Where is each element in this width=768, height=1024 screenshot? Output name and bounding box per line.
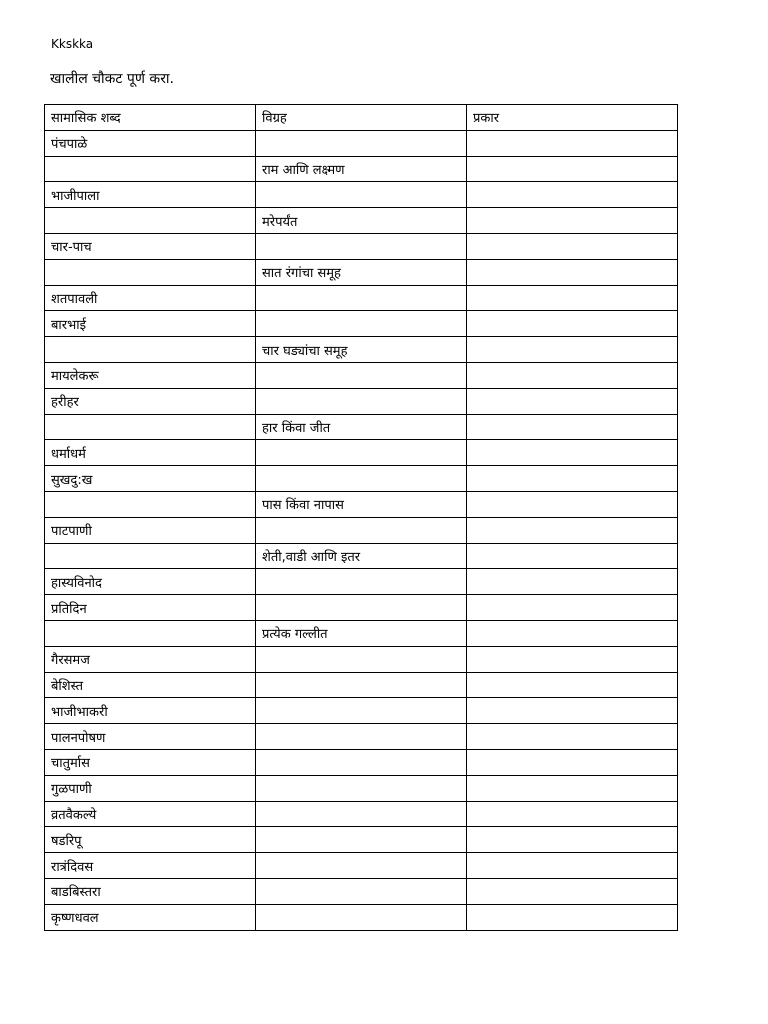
table-row [45, 414, 678, 440]
cell-samasik-shabda: कृष्णधवल [45, 904, 256, 930]
table-row [45, 466, 678, 492]
table-row [45, 724, 678, 750]
cell-samasik-shabda [45, 208, 256, 234]
cell-prakar [467, 233, 678, 259]
cell-samasik-shabda: प्रतिदिन [45, 595, 256, 621]
cell-prakar [467, 569, 678, 595]
cell-samasik-shabda: पाटपाणी [45, 517, 256, 543]
cell-vigraha [256, 285, 467, 311]
table-row [45, 182, 678, 208]
table-row [45, 543, 678, 569]
cell-vigraha: चार घड्यांचा समूह [256, 337, 467, 363]
table-row [45, 440, 678, 466]
cell-vigraha [256, 698, 467, 724]
table-row [45, 749, 678, 775]
cell-samasik-shabda: हास्यविनोद [45, 569, 256, 595]
cell-prakar [467, 543, 678, 569]
cell-prakar [467, 466, 678, 492]
cell-vigraha [256, 388, 467, 414]
cell-samasik-shabda: व्रतवैकल्ये [45, 801, 256, 827]
cell-prakar [467, 698, 678, 724]
cell-samasik-shabda: गुळपाणी [45, 775, 256, 801]
cell-samasik-shabda: शतपावली [45, 285, 256, 311]
table-row [45, 208, 678, 234]
cell-prakar [467, 646, 678, 672]
cell-vigraha [256, 182, 467, 208]
table-row [45, 362, 678, 388]
table-row [45, 517, 678, 543]
cell-samasik-shabda: भाजीपाला [45, 182, 256, 208]
cell-vigraha [256, 466, 467, 492]
cell-prakar [467, 491, 678, 517]
table-row [45, 233, 678, 259]
cell-samasik-shabda [45, 337, 256, 363]
cell-samasik-shabda: रात्रंदिवस [45, 853, 256, 879]
cell-prakar [467, 337, 678, 363]
table-row [45, 595, 678, 621]
cell-prakar [467, 182, 678, 208]
cell-vigraha: मरेपर्यंत [256, 208, 467, 234]
table-row [45, 130, 678, 156]
cell-samasik-shabda: मायलेकरू [45, 362, 256, 388]
table-row [45, 646, 678, 672]
cell-prakar [467, 130, 678, 156]
table-row [45, 904, 678, 930]
cell-vigraha [256, 878, 467, 904]
cell-prakar [467, 311, 678, 337]
cell-vigraha [256, 440, 467, 466]
table-row [45, 285, 678, 311]
cell-vigraha [256, 517, 467, 543]
cell-vigraha [256, 672, 467, 698]
cell-vigraha [256, 362, 467, 388]
cell-vigraha: प्रत्येक गल्लीत [256, 620, 467, 646]
cell-vigraha [256, 801, 467, 827]
table-header-row [45, 105, 678, 131]
cell-prakar [467, 414, 678, 440]
cell-vigraha [256, 775, 467, 801]
cell-vigraha [256, 311, 467, 337]
cell-vigraha [256, 749, 467, 775]
cell-prakar [467, 904, 678, 930]
cell-samasik-shabda [45, 543, 256, 569]
samas-worksheet-table [44, 104, 678, 931]
cell-samasik-shabda: बारभाई [45, 311, 256, 337]
cell-samasik-shabda [45, 156, 256, 182]
cell-samasik-shabda: बाडबिस्तरा [45, 878, 256, 904]
table-row [45, 672, 678, 698]
cell-prakar [467, 620, 678, 646]
cell-vigraha: राम आणि लक्ष्मण [256, 156, 467, 182]
cell-vigraha [256, 595, 467, 621]
document-header: Kkskka [51, 37, 94, 51]
cell-vigraha [256, 130, 467, 156]
cell-prakar [467, 362, 678, 388]
cell-prakar [467, 775, 678, 801]
cell-samasik-shabda: भाजीभाकरी [45, 698, 256, 724]
cell-prakar [467, 749, 678, 775]
cell-prakar [467, 827, 678, 853]
cell-samasik-shabda [45, 259, 256, 285]
table-body [45, 130, 678, 930]
cell-vigraha: सात रंगांचा समूह [256, 259, 467, 285]
cell-vigraha: शेती,वाडी आणि इतर [256, 543, 467, 569]
cell-samasik-shabda: गैरसमज [45, 646, 256, 672]
cell-vigraha: पास किंवा नापास [256, 491, 467, 517]
cell-samasik-shabda: धर्माधर्म [45, 440, 256, 466]
cell-vigraha [256, 724, 467, 750]
cell-vigraha: हार किंवा जीत [256, 414, 467, 440]
cell-prakar [467, 285, 678, 311]
table-row [45, 775, 678, 801]
table-row [45, 878, 678, 904]
cell-samasik-shabda [45, 620, 256, 646]
instruction-text: खालील चौकट पूर्ण करा. [50, 71, 174, 87]
table-row [45, 801, 678, 827]
cell-vigraha [256, 646, 467, 672]
table-row [45, 698, 678, 724]
table-row [45, 827, 678, 853]
cell-samasik-shabda: हरीहर [45, 388, 256, 414]
cell-samasik-shabda [45, 414, 256, 440]
cell-vigraha [256, 904, 467, 930]
table-row [45, 491, 678, 517]
cell-samasik-shabda [45, 491, 256, 517]
table-row [45, 259, 678, 285]
cell-vigraha [256, 233, 467, 259]
cell-samasik-shabda: पंचपाळे [45, 130, 256, 156]
cell-prakar [467, 388, 678, 414]
cell-vigraha [256, 569, 467, 595]
cell-vigraha [256, 853, 467, 879]
cell-prakar [467, 878, 678, 904]
cell-prakar [467, 672, 678, 698]
table-row [45, 311, 678, 337]
cell-prakar [467, 156, 678, 182]
cell-samasik-shabda: पालनपोषण [45, 724, 256, 750]
cell-vigraha [256, 827, 467, 853]
header-prakar: प्रकार [467, 105, 678, 131]
cell-prakar [467, 595, 678, 621]
header-samasik-shabda: सामासिक शब्द [45, 105, 256, 131]
table-row [45, 620, 678, 646]
cell-prakar [467, 724, 678, 750]
table-row [45, 156, 678, 182]
cell-samasik-shabda: षडरिपू [45, 827, 256, 853]
header-vigraha: विग्रह [256, 105, 467, 131]
cell-samasik-shabda: चार-पाच [45, 233, 256, 259]
cell-samasik-shabda: चातुर्मास [45, 749, 256, 775]
cell-prakar [467, 853, 678, 879]
cell-prakar [467, 259, 678, 285]
table-row [45, 853, 678, 879]
table-row [45, 388, 678, 414]
table-row [45, 337, 678, 363]
cell-prakar [467, 208, 678, 234]
table-row [45, 569, 678, 595]
cell-prakar [467, 440, 678, 466]
cell-prakar [467, 801, 678, 827]
cell-prakar [467, 517, 678, 543]
cell-samasik-shabda: सुखदु:ख [45, 466, 256, 492]
cell-samasik-shabda: बेशिस्त [45, 672, 256, 698]
